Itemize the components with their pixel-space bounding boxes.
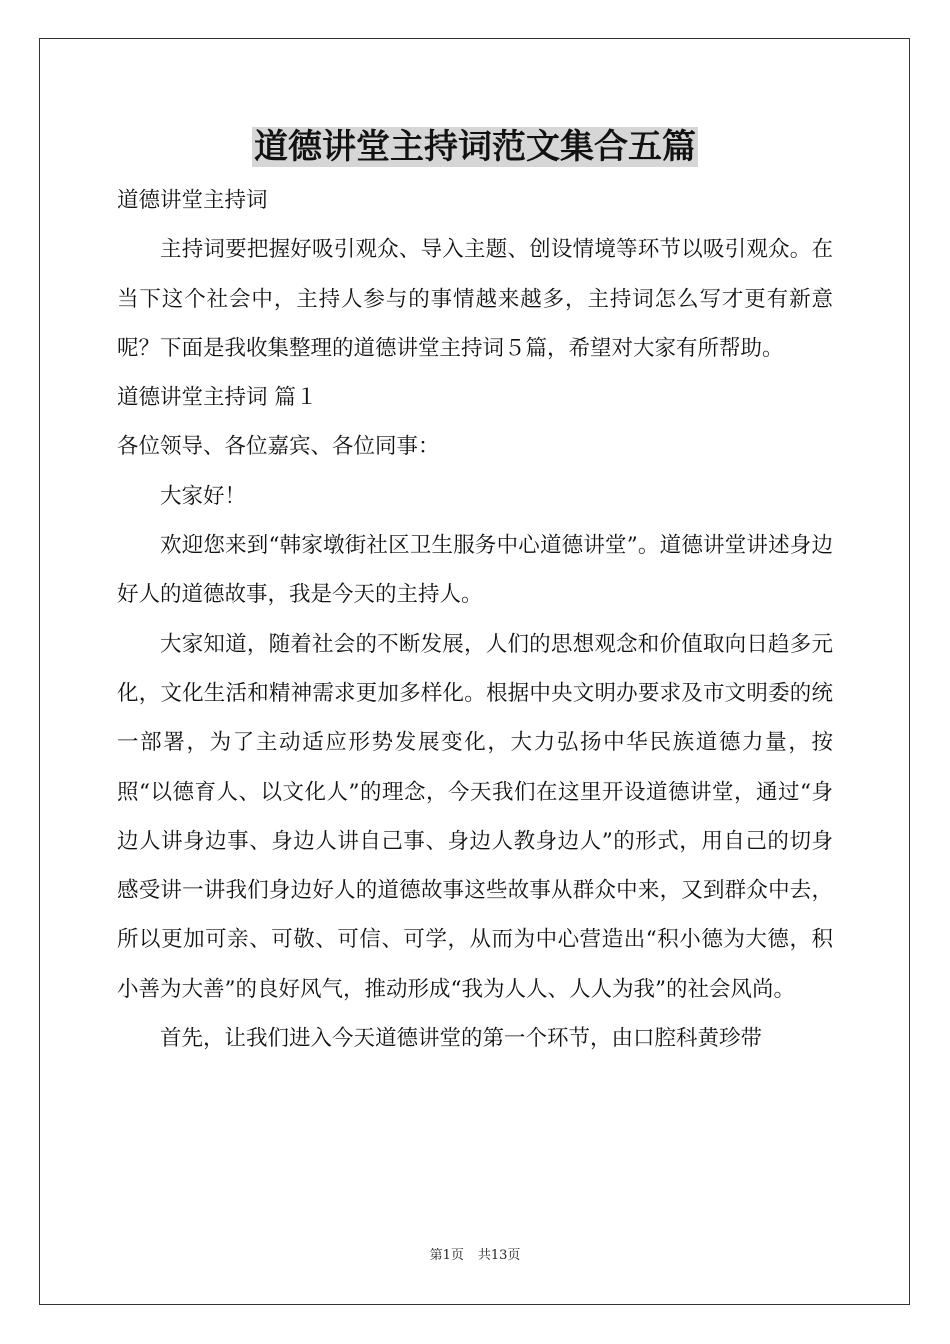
document-body [117,176,833,1063]
document-title [0,124,950,170]
page-number: 第1页 [429,1248,464,1263]
paragraph: 首先，让我们进入今天道德讲堂的第一个环节，由口腔科黄珍带 [160,1026,763,1052]
page-footer [0,1247,950,1265]
section-heading: 道德讲堂主持词 篇１ [117,385,318,411]
document-title-text: 道德讲堂主持词范文集合五篇 [254,127,696,167]
paragraph: 各位领导、各位嘉宾、各位同事： [117,434,440,460]
paragraph: 大家好！ [160,483,247,509]
paragraph: 欢迎您来到“韩家墩街社区卫生服务中心道德讲堂”。道德讲堂讲述身边好人的道德故事，我是今天的主持人。 [117,533,833,608]
page-total: 共13页 [477,1248,521,1263]
paragraph: 主持词要把握好吸引观众、导入主题、创设情境等环节以吸引观众。在当下这个社会中，主持人参与的事情越来越多，主持词怎么写才更有新意呢？下面是我收集整理的道德讲堂主持词５篇，希望对大家有所帮助。 [117,237,833,361]
paragraph: 大家知道，随着社会的不断发展，人们的思想观念和价值取向日趋多元化，文化生活和精神需求更加多样化。根据中央文明办要求及市文明委的统一部署，为了主动适应形势发展变化，大力弘扬中华民族道德力量，按照“以德育人、以文化人”的理念，今天我们在这里开设道德讲堂，通过“身边人讲身边事、身边人讲自己事、身边人教身边人”的形式，用自己的切身感受讲一讲我们身边好人的道德故事这些故事从群众中来，又到群众中去，所以更加可亲、可敬、可信、可学，从而为中心营造出“积小德为大德，积小善为大善”的良好风气，推动形成“我为人人、人人为我”的社会风尚。 [117,631,833,1002]
paragraph: 道德讲堂主持词 [117,188,268,213]
